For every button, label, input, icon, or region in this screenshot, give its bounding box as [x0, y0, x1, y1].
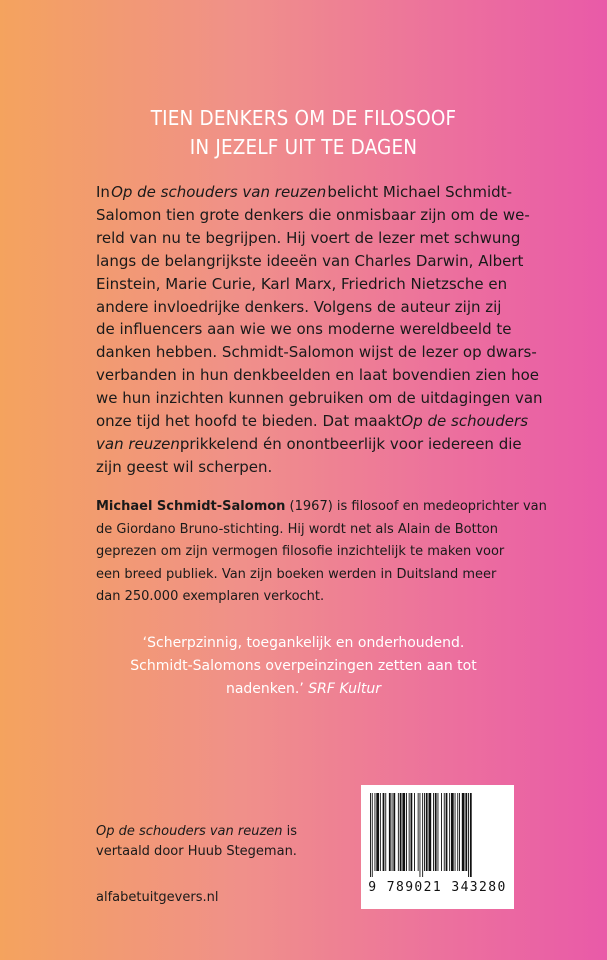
barcode-bar — [392, 793, 393, 871]
barcode-bar — [462, 793, 465, 871]
barcode-bar — [393, 793, 395, 871]
barcode-bar — [429, 793, 432, 871]
barcode-bar — [376, 793, 379, 871]
barcode-bar — [444, 793, 445, 871]
review-quote: ‘Scherpzinnig, toegankelijk en onderhoudend. Schmidt-Salomons overpeinzingen zetten aan tot nadenken.’ SRF Kultur — [130, 635, 477, 697]
barcode-bar — [414, 793, 415, 871]
blurb — [96, 181, 543, 479]
blurb-line: langs de belangrijkste ideeën van Charles Darwin, Albert — [96, 251, 524, 270]
barcode-bar — [457, 793, 458, 871]
barcode-bar — [465, 793, 467, 871]
barcode-bar — [455, 793, 456, 871]
barcode-bar — [459, 793, 460, 871]
barcode-bar — [438, 793, 439, 871]
blurb-line: van reuzen prikkelend én onontbeerlijk voor iedereen die — [96, 433, 512, 456]
barcode-bar — [370, 793, 371, 877]
isbn-digits: 9 789021 343280 — [368, 880, 507, 895]
barcode-bar — [433, 793, 434, 871]
author-name: Michael Schmidt-Salomon — [96, 499, 286, 514]
barcode — [361, 785, 514, 909]
blurb-line: reld van nu te begrijpen. Hij voert de lezer met schwung — [96, 228, 521, 247]
barcode-bar — [398, 793, 399, 871]
blurb-line: Salomon tien grote denkers die onmisbaar zijn om de we- — [96, 205, 530, 224]
publisher-website: alfabetuitgevers.nl — [96, 890, 219, 905]
blurb-line: onze tijd het hoofd te bieden. Dat maakt Op de schouders — [96, 410, 512, 433]
barcode-bar — [451, 793, 454, 871]
barcode-bar — [468, 793, 469, 877]
blurb-line: In Op de schouders van reuzen belicht Michael Schmidt- — [96, 181, 512, 204]
headline-line-1: TIEN DENKERS OM DE FILOSOOF — [150, 106, 457, 130]
barcode-bar — [449, 793, 450, 871]
blurb-line: Einstein, Marie Curie, Karl Marx, Friedrich Nietzsche en — [96, 274, 508, 293]
barcode-bar — [418, 793, 419, 871]
barcode-bar — [435, 793, 437, 871]
barcode-bar — [409, 793, 410, 871]
barcode-bar — [422, 793, 423, 877]
headline — [24, 104, 582, 162]
author-bio: Michael Schmidt-Salomon (1967) is filosoof en medeoprichter van de Giordano Bruno-stichting. Hij wordt net als Alain de Botton geprezen om zijn vermogen filosofie inzichtelijk te maken voor een breed publiek. Van zijn boeken werden in Duitsland meer dan 250.000 exemplaren verkocht. — [96, 499, 547, 605]
barcode-bar — [389, 793, 391, 871]
barcode-bar — [383, 793, 385, 871]
book-title: Op de schouders van reuzen — [96, 824, 283, 839]
blurb-line: de influencers aan wie we ons moderne wereldbeeld te — [96, 320, 512, 339]
barcode-bar — [406, 793, 407, 871]
headline-line-2: IN JEZELF UIT TE DAGEN — [189, 135, 418, 159]
barcode-bars — [368, 793, 507, 877]
barcode-bar — [380, 793, 381, 871]
barcode-bar — [470, 793, 472, 877]
barcode-bar — [424, 793, 425, 871]
book-title: Op de schouders — [401, 412, 529, 431]
blurb-line: andere invloedrijke denkers. Volgens de auteur zijn zij — [96, 297, 502, 316]
barcode-bar — [400, 793, 402, 871]
blurb-line: danken hebben. Schmidt-Salomon wijst de lezer op dwars- — [96, 343, 537, 362]
barcode-bar — [441, 793, 442, 871]
barcode-bar — [385, 793, 386, 871]
barcode-bar — [372, 793, 373, 877]
barcode-bar — [420, 793, 421, 877]
barcode-bar — [402, 793, 405, 871]
barcode-bar — [411, 793, 413, 871]
translation-credit: Op de schouders van reuzen is vertaald door Huub Stegeman. — [96, 824, 298, 859]
blurb-line: we hun inzichten kunnen gebruiken om de uitdagingen van — [96, 389, 543, 408]
book-title: van reuzen — [96, 434, 180, 453]
barcode-bar — [446, 793, 448, 871]
barcode-bar — [426, 793, 428, 871]
quote-source: SRF Kultur — [308, 681, 382, 697]
blurb-line: verbanden in hun denkbeelden en laat bovendien zien hoe — [96, 366, 540, 385]
blurb-line: zijn geest wil scherpen. — [96, 457, 273, 476]
book-title: Op de schouders van reuzen — [111, 183, 327, 201]
barcode-bar — [375, 793, 376, 871]
